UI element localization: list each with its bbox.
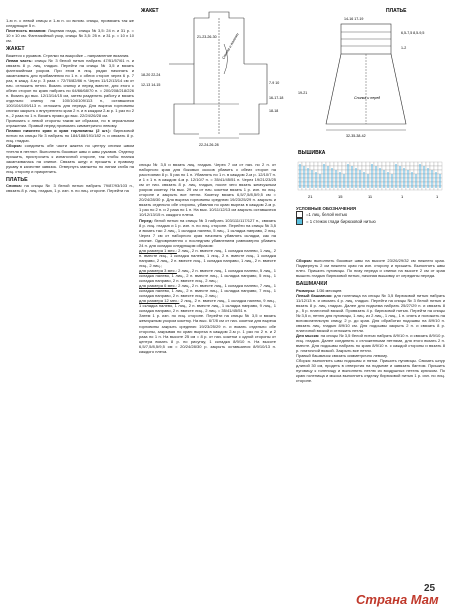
embroidery-cell: [338, 162, 342, 166]
svg-text:7-9 10: 7-9 10: [269, 81, 280, 85]
jacket-pattern-diagram: [139, 4, 289, 159]
paragraph: Плотность вязания: Лицевая гладь, спицы № 3,5: 24 п. и 31 р. = 10 x 10 см. Фантазийный узор, спицы № 3,5: 25 п. и 31 р. = 10 x 10 см.: [6, 28, 135, 44]
jacket-label: ЖАКЕТ: [141, 8, 159, 14]
section-title: БАШМАЧКИ: [296, 281, 328, 288]
embroidery-cell: [390, 166, 394, 170]
embroidery-cell: [362, 166, 366, 170]
svg-text:21-23-26-30: 21-23-26-30: [197, 35, 217, 39]
svg-text:12-13 14-15: 12-13 14-15: [141, 83, 161, 87]
watermark: Страна Мам: [356, 592, 439, 607]
paragraph: Планки нижнего края и края горловины (2 шт.): бирюзовой нитью на спицы № 3 набрать по 184/188/191/182 п. и связать 8 р. лиц. гладью.: [6, 128, 135, 144]
paragraph: Провязать с левой стороны таким же образом, но в зеркальном отражении. Правый перед провязать симметрично левому.: [6, 118, 134, 129]
paragraph: Сборка: выполнить боковые швы на высоте 23/26/29/32 см нижнего края. Подвернуть 2 см нижнего края на изн. сторону и пришить. Выполнить швы плеч. Пришить пуговицы. По низу переда и спинки на высоте 2 см от края вышить гладью бирюзовой нитью, начиная вышивку от середины переда.: [296, 258, 445, 279]
embroidery-cell: [334, 162, 338, 166]
svg-text:14-16 17-19: 14-16 17-19: [344, 17, 364, 21]
paragraph: Спинка: на спицы № 3 белой нитью набрать 79/87/93/103 п., связать 8 р. лиц. гладью, 1 р. изн. п. по лиц. стороне. Перейти на: [6, 183, 134, 194]
svg-text:32-35-38-42: 32-35-38-42: [346, 134, 366, 138]
legend-item: [296, 211, 446, 218]
embroidery-cell: [342, 162, 346, 166]
text-column-3: [296, 258, 445, 383]
legend-item: [296, 218, 446, 225]
embroidery-cell: [386, 166, 390, 170]
embroidery-cell: [358, 166, 362, 170]
emb-num-5: 1: [436, 194, 439, 199]
text-column-1: [6, 18, 134, 193]
embroidery-cell: [434, 162, 438, 166]
dress-pattern-diagram: [296, 4, 446, 179]
embroidery-cell: [314, 166, 318, 170]
embroidery-cell: [366, 162, 370, 166]
embroidery-cell: [302, 162, 306, 166]
paragraph: для размера 3 мес.: 2 лиц., 2 п. вместе лиц., 1 складка налево, 5 лиц., 1 складка налево, 1 лиц., 2 п. вместе лиц., 1 складка направо, 5 лиц., 1 складка направо, 2 п. вместе лиц., 2 лиц.;: [139, 267, 276, 284]
page-number: 25: [424, 583, 436, 594]
embroidery-cell: [318, 162, 322, 166]
embroidery-cell: [306, 162, 310, 166]
embroidery-cell: [438, 170, 442, 174]
paragraph: Перед: белой нитью на спицы № 3 набрать 103/111/117/127 п., связать 8 р. лиц. гладью и 1 р. изн. п. по лиц. стороне. Перейти на спицы № 3,5 и вязать так: 2 лиц., 1 складка налево, 5 лиц., 1 складка направо, 2 лиц. Через 7 см от наборного края начинать убавлять складки, как на спинке. Одновременно с последним убавлением равномерно убавить 24 п. для складок следующим образом:: [139, 217, 277, 248]
emb-num-2: 15: [338, 194, 343, 199]
embroidery-cell: [354, 162, 358, 166]
section-title: ПЛАТЬЕ: [6, 176, 28, 183]
turquoise-stitch-icon: [296, 218, 303, 225]
embroidery-cell: [386, 162, 390, 166]
embroidery-cell: [402, 162, 406, 166]
legend: [296, 206, 446, 225]
embroidery-cell: [374, 162, 378, 166]
white-stitch-icon: [296, 211, 303, 218]
embroidery-cell: [310, 162, 314, 166]
paragraph: Левая часть: спицы № 3 белой нитью набрать 47/51/57/61 п. и связать 8 р. лиц. гладью. Перейти на спицы № 3,5 и вязать фантазийным узором. При этом в лиц. рядах начинать и заканчивать для прибавления по 1 п. с обеих сторон через 6 р. 7 раз, в кажд. 4-м р. 3 раза = 72/76/82/86 п. Через 11/12/13/14 см от нач. отложить петли. Вязать спинку и перед вместе, для этого с обеих сторон по краю набрать по 64/66/68/70 п. = 200/208/218/226 п. Вязать до выс. 12/13/14/15 см, затем разделить работу и вязать отдельно спинку на 100/104/109/113 п., оставшиеся 100/104/109/113 п. отложить для переда. Для выреза горловины спинки закрыть с внутреннего края 2 п. и в каждом 2-м р. 1 раз по 2 п., 2 раза по 1 п. Вязать прямо до выс. 22/24/26/28 см.: [6, 57, 134, 119]
embroidery-cell: [406, 162, 410, 166]
embroidery-cell: [414, 170, 418, 174]
embroidery-cell: [438, 166, 442, 170]
emb-num-1: 21: [308, 194, 313, 199]
embroidery-cell: [410, 166, 414, 170]
embroidery-cell: [342, 166, 346, 170]
paragraph: Затем 1 р. изн. по лиц. стороне. Перейти на спицы № 3,5 и вязать жемчужным узором кокетку. На выс. 6/7/8 см от нач. кокетки для выреза горловины закрыть среднюю 19/23/25/29 п. и вязать отдельно обе стороны, закрывая по краю выреза в каждом 2-м р. 1 раз по 2 п. и 2 раза по 1 п. На высоте 25 см = 8 р. от нач. кокетки с одной стороны от центра вязать 8 р. по рисунку, 1 складка 8/9/10 п. На высоте 6,5/7,5/8,5/9,5 см = 20/24/28/30 р. закрыть оставшиеся 8/9/10/13 п. каждого плеча.: [139, 313, 276, 354]
svg-text:18-18: 18-18: [269, 109, 279, 113]
embroidery-cell: [310, 166, 314, 170]
svg-text:22-24-26-28: 22-24-26-28: [199, 143, 219, 147]
embroidery-cell: [326, 162, 330, 166]
svg-text:1-2: 1-2: [401, 46, 407, 50]
paragraph: Сборка: выполнить швы подошвы и пятки. Пришить пуговицы. Связать шнур длиной 30 см, продеть в отверстия на подъеме и завязать бантом. Пришить пуговицу к голенищу и выполнить петлю из воздушных петель крючком. По краю голенища и мыска выполнить отделку бирюзовой нитью 1 р. изн. по лиц. стороне.: [296, 358, 445, 384]
paragraph: Размеры: 1/36 месяцев: [296, 287, 342, 293]
embroidery-cell: [382, 162, 386, 166]
paragraph: для размера 12 мес.: 2 лиц., 2 п. вместе лиц., 1 складка налево, 9 лиц., 1 складка налево, 1 лиц., 2 п. вместе лиц., 1 складка направо, 9 лиц., 1 складка направо, 2 п. вместе лиц., 2 лиц. = 35/41/45/51 п.: [139, 298, 276, 314]
embroidery-cell: [314, 162, 318, 166]
embroidery-cell: [426, 162, 430, 166]
embroidery-cell: [390, 170, 394, 174]
embroidery-cell: [318, 170, 322, 174]
paragraph: Правый башмачок связать симметрично левому.: [296, 353, 388, 359]
svg-text:16-17-18: 16-17-18: [269, 96, 284, 100]
embroidery-chart: [296, 160, 446, 200]
embroidery-cell: [406, 166, 410, 170]
paragraph: Для мыска: на спицы № 3,5 белой нитью набрать 8/9/10 п. и связать 8/9/10 р. лиц. гладью. Далее соединить с отложенными петлями, для этого вязать 2 п. вместе. Для подошвы набрать по краю 8/9/10 п. с каждой стороны и вязать 8 р. платочной вязкой. Закрыть все петли.: [296, 333, 446, 354]
paragraph: Сборка: соединить обе части жакета по центру спинки швом «петля в петлю». Выполнить боковые швы и швы рукавов. Отделку пришить, пристрочить к изнаночной стороне, так чтобы планка заканчивалась на спинке. Связать шнур и пришить к правому рукаву в качестве завязок. Отвернуть манжеты по линии сгиба на лиц. сторону и прикрепить.: [6, 143, 134, 174]
embroidery-label: ВЫШИВКА: [298, 150, 326, 156]
dress-label: ПЛАТЬЕ: [386, 8, 407, 14]
embroidery-cell: [430, 162, 434, 166]
svg-text:18-20 22-24: 18-20 22-24: [141, 73, 161, 77]
embroidery-cell: [378, 162, 382, 166]
embroidery-cell: [410, 162, 414, 166]
embroidery-cell: [422, 162, 426, 166]
embroidery-cell: [330, 162, 334, 166]
embroidery-cell: [366, 170, 370, 174]
paragraph: Левый башмачок: для голенища на спицы № 3,5 бирюзовой нитью набрать 11/12/13 п. и связать 4 р. лиц. гладью. Перейти на спицы № 3 белой нитью и вязать 8 р. лиц. гладью. Далее для подъема набрать 25/27/29 п. и связать 8 р., 5 р. платочной вязкой. Провязать 4 р. бирюзовой нитью. Перейти на спицы № 3,5 и, петлю для пуговицы, 1 лиц. из 2 лиц., 1 лиц., 1 п. снять и положить на вспомогательную спицу, 2 р. до края. Для обработки подошвы на 8/9/10 п. связать лиц. гладью 8/9/10 см. Для подошвы закрыть 2 п. и связать 8 р. платочной вязкой и отложить петли.: [296, 292, 445, 333]
emb-num-3: 11: [368, 194, 373, 199]
embroidery-cell: [358, 162, 362, 166]
paragraph: для размера 6 мес.: 2 лиц., 2 п. вместе лиц., 1 складка налево, 7 лиц., 1 складка налево, 1 лиц., 2 п. вместе лиц., 1 складка направо, 7 лиц., 1 складка направо, 2 п. вместе лиц., 2 лиц.;: [139, 283, 276, 299]
svg-text:19-21: 19-21: [298, 91, 308, 95]
embroidery-cell: [342, 170, 346, 174]
embroidery-cell: [318, 166, 322, 170]
svg-text:Спинка и перед: Спинка и перед: [354, 96, 381, 100]
emb-num-4: 1: [401, 194, 404, 199]
paragraph: для размера 1 мес.: 2 лиц., 2 п. вместе лиц., 1 складка налево, 1 лиц., 2 п. вместе лиц., 1 складка налево, 1 лиц., 2 п. вместе лиц., 1 складка направо, 2 лиц., 2 п. вместе лиц., 1 складка направо, 1 лиц., 2 п. вместе лиц., 2 лиц.;: [139, 247, 276, 268]
text-column-2: [139, 162, 276, 354]
embroidery-cell: [362, 162, 366, 166]
embroidery-cell: [366, 166, 370, 170]
legend-item-label: = 1 стежок глади бирюзовой нитью: [306, 219, 376, 225]
embroidery-cell: [334, 166, 338, 170]
embroidery-cell: [430, 166, 434, 170]
embroidery-cell: [382, 166, 386, 170]
embroidery-cell: [398, 162, 402, 166]
embroidery-cell: [338, 166, 342, 170]
legend-item-label: =1 лиц. белой нитью: [306, 212, 348, 218]
svg-text:6,5-7,5 8,5-9,5: 6,5-7,5 8,5-9,5: [401, 31, 425, 35]
embroidery-cell: [438, 162, 442, 166]
embroidery-cell: [350, 162, 354, 166]
paragraph: спицы № 3,5 и вязать лиц. гладью. Через 7 см от нач. по 2 п. от наборного края для боковых скосов убавить с обеих сторон на расстоянии 8 р. 5 раз по 1 п. Убавлять по 1 п. в каждом 2-м р. 12/10/7 п. и 1 х 1 п. в каждом 4-м р. 12/10/7 п. = 35/41/45/51 п. Через 19/21/23/25 см от нач. связать 8 р. лиц. гладью, после чего вязать жемчужным узором кокетку. На выс. 29 см от нач. кокетки вязать 1 р. изн. по лиц. стороне и закрыть все петли. Кокетку вязать 6,5/7,5/8,5/9,5 см = 20/24/28/30 р. Для выреза горловины среднюю 19/23/25/29 п. закрыть и вязать отдельно обе стороны, убавляя по краю выреза в каждом 2-м р. 1 раз по 2 п. и 2 раза по 1 п. На выс. 10/11/12/13 см закрыть оставшиеся 10/12/13/15 п. каждого плеча.: [139, 162, 276, 218]
embroidery-cell: [414, 162, 418, 166]
embroidery-cell: [390, 162, 394, 166]
embroidery-cell: [414, 166, 418, 170]
paragraph: 1-ю п. с левой спицы и 1-ю п. со вспом. спицы, провязать так же следующие 5 п.: [6, 18, 134, 29]
section-title: ЖАКЕТ: [6, 46, 25, 53]
embroidery-cell: [434, 166, 438, 170]
svg-text:Спинка и полочки: Спинка и полочки: [221, 32, 240, 60]
paragraph: Вяжется с рукавов. Стрелки на выкройке – направление вязания.: [6, 52, 130, 58]
legend-title: УСЛОВНЫЕ ОБОЗНАЧЕНИЯ: [296, 206, 357, 211]
